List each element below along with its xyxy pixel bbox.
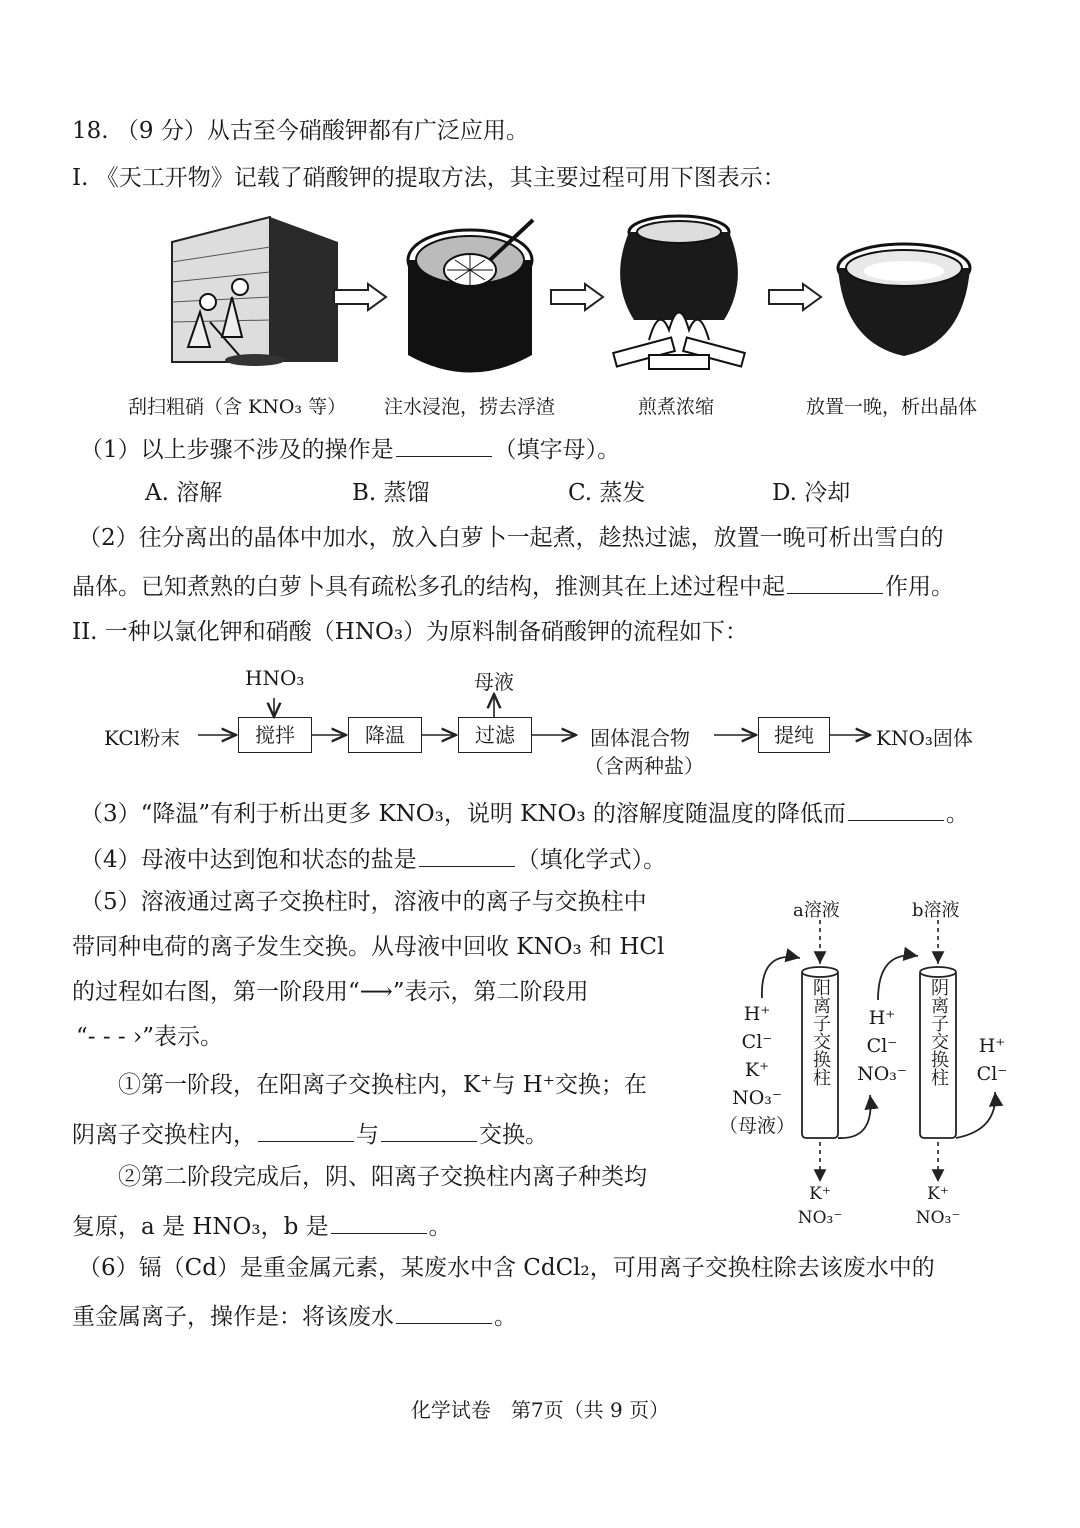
answer-blank[interactable] (848, 796, 944, 821)
caption-step1: 刮扫粗硝（含 KNO₃ 等） (128, 396, 347, 418)
right-ions: H⁺ Cl⁻ (976, 1035, 1008, 1085)
a-solution-label: a溶液 (793, 900, 840, 921)
left-ions: H⁺ Cl⁻ K⁺ NO₃⁻ （母液） (718, 1003, 795, 1137)
process-flow-arrows (0, 660, 1080, 780)
q5-sub1-line1: ①第一阶段，在阳离子交换柱内，K⁺与 H⁺交换；在 (118, 1072, 647, 1098)
q3: （3）“降温”有利于析出更多 KNO₃，说明 KNO₃ 的溶解度随温度的降低而 。 (80, 796, 969, 829)
answer-blank[interactable] (396, 432, 492, 457)
answer-blank[interactable] (787, 569, 883, 594)
q2-line1: （2）往分离出的晶体中加水，放入白萝卜一起煮，趁热过滤，放置一晚可析出雪白的 (78, 525, 944, 551)
flow-start-label: KCl粉末 (104, 726, 181, 750)
page-footer: 化学试卷 第7页（共 9 页） (410, 1398, 670, 1422)
q6-line1: （6）镉（Cd）是重金属元素，某废水中含 CdCl₂，可用离子交换柱除去该废水中的 (78, 1255, 935, 1281)
caption-step3: 煎煮浓缩 (638, 396, 715, 418)
flow-mixture-label: 固体混合物 (590, 726, 690, 750)
q4: （4）母液中达到饱和状态的盐是 （填化学式）。 (80, 842, 666, 875)
soaking-vat-illustration (405, 215, 535, 375)
scraping-saltpeter-illustration (170, 212, 340, 372)
flow-box-filter: 过滤 (458, 717, 532, 753)
q5-sub1-line2: 阴离子交换柱内， 与 交换。 (72, 1117, 548, 1150)
answer-blank[interactable] (258, 1117, 354, 1142)
flow-box-purify: 提纯 (758, 717, 830, 753)
option-a: A. 溶解 (145, 480, 223, 506)
bottom-ions-2: K⁺ NO₃⁻ (915, 1184, 961, 1228)
bottom-ions-1: K⁺ NO₃⁻ (797, 1184, 843, 1228)
answer-blank[interactable] (381, 1117, 477, 1142)
q5-sub2-line2: 复原，a 是 HNO₃，b 是 。 (72, 1209, 452, 1242)
cation-column-label: 阳离子交换柱 (810, 978, 831, 1086)
flow-box-cool: 降温 (348, 717, 422, 753)
question-title: 18. （9 分）从古至今硝酸钾都有广泛应用。 (72, 118, 529, 144)
arrow-icon (767, 282, 823, 312)
caption-step2: 注水浸泡，捞去浮渣 (384, 396, 556, 418)
arrow-icon (332, 282, 388, 312)
q2-line2: 晶体。已知煮熟的白萝卜具有疏松多孔的结构，推测其在上述过程中起 作用。 (72, 569, 954, 602)
caption-step4: 放置一晚，析出晶体 (806, 396, 978, 418)
q5-line4: “- - - ›”表示。 (76, 1024, 223, 1050)
boiling-pot-illustration (604, 210, 754, 378)
flow-hno3-label: HNO₃ (245, 666, 305, 690)
answer-blank[interactable] (331, 1209, 427, 1234)
part2-intro: II. 一种以氯化钾和硝酸（HNO₃）为原料制备硝酸钾的流程如下： (72, 619, 749, 645)
option-c: C. 蒸发 (568, 480, 646, 506)
q5-line3: 的过程如右图，第一阶段用“⟶”表示，第二阶段用 (72, 979, 589, 1005)
flow-box-stir: 搅拌 (238, 717, 312, 753)
part1-intro: I. 《天工开物》记载了硝酸钾的提取方法，其主要过程可用下图表示： (72, 165, 786, 191)
arrow-icon (549, 282, 605, 312)
option-d: D. 冷却 (772, 480, 851, 506)
q6-line2: 重金属离子，操作是：将该废水 。 (72, 1299, 517, 1332)
anion-column-label: 阴离子交换柱 (928, 978, 949, 1086)
answer-blank[interactable] (419, 842, 515, 867)
flow-mixture-note: （含两种盐） (584, 754, 704, 778)
answer-blank[interactable] (396, 1299, 492, 1324)
q5-line2: 带同种电荷的离子发生交换。从母液中回收 KNO₃ 和 HCl (72, 934, 665, 960)
q1: （1）以上步骤不涉及的操作是 （填字母）。 (80, 432, 620, 465)
q5-line1: （5）溶液通过离子交换柱时，溶液中的离子与交换柱中 (80, 889, 647, 915)
middle-ions: H⁺ Cl⁻ NO₃⁻ (857, 1007, 907, 1085)
b-solution-label: b溶液 (912, 900, 960, 921)
flow-mother-liquor-label: 母液 (474, 670, 514, 694)
crystal-bowl-illustration (834, 238, 974, 363)
flow-end-label: KNO₃固体 (876, 726, 973, 750)
option-b: B. 蒸馏 (352, 480, 430, 506)
q5-sub2-line1: ②第二阶段完成后，阴、阳离子交换柱内离子种类均 (118, 1164, 647, 1190)
